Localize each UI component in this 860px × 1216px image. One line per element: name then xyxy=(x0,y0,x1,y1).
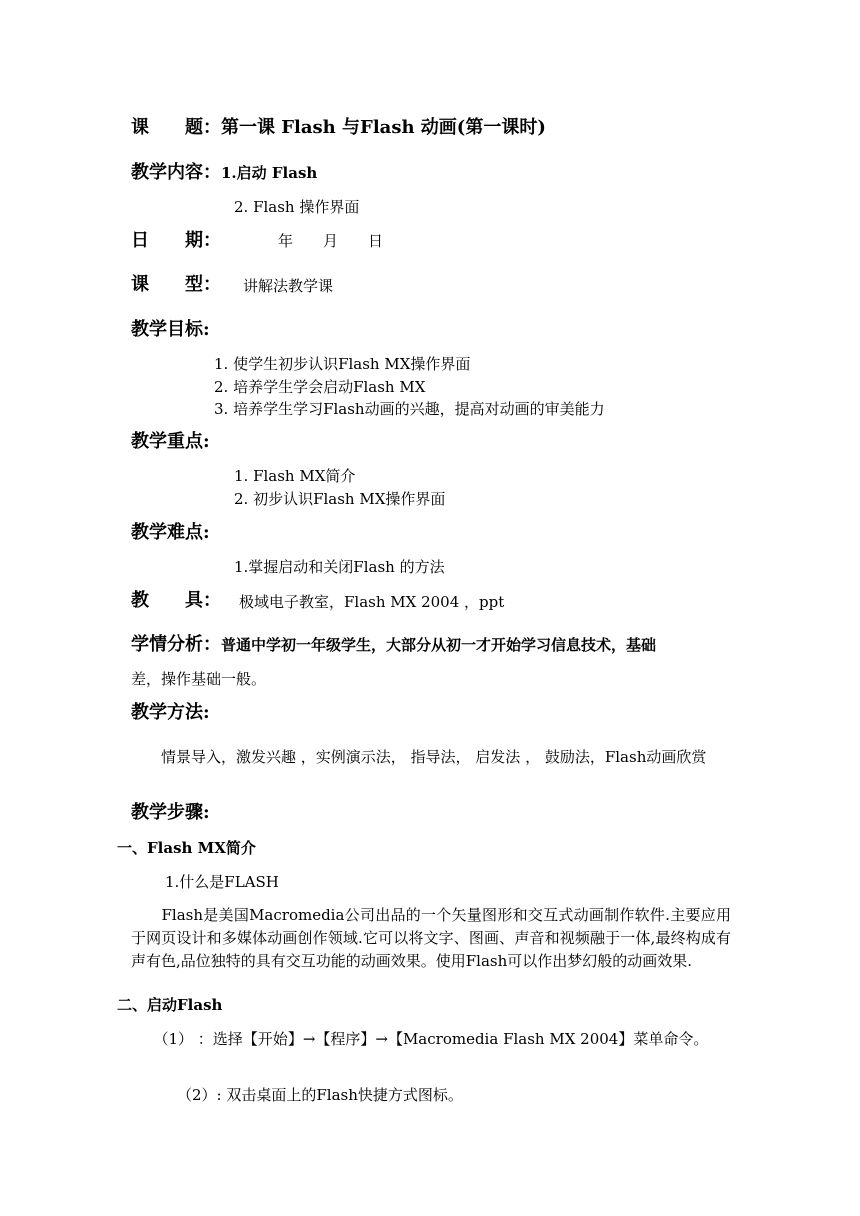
tools-row xyxy=(131,589,221,613)
content-label: 教学内容： xyxy=(131,162,221,183)
goals-label: 教学目标: xyxy=(131,319,210,340)
steps-label: 教学步骤: xyxy=(131,802,210,823)
analysis-text-1: 普通中学初一年级学生，大部分从初一才开始学习信息技术，基础 xyxy=(221,636,657,654)
analysis-text-2: 差，操作基础一般。 xyxy=(131,670,267,688)
title-row xyxy=(131,116,546,140)
date-label: 日 期： xyxy=(131,230,221,251)
tools-value: 极域电子教室，Flash MX 2004 ，ppt xyxy=(239,593,505,611)
methods-text: 情景导入，激发兴趣 ，实例演示法， 指导法， 启发法 ， 鼓励法，Flash动画欣赏 xyxy=(131,748,707,766)
section2-step1: （1） ：选择【开始】→【程序】→【Macromedia Flash MX 2004】菜单命令。 xyxy=(131,1030,709,1048)
title-value: 第一课 Flash 与Flash 动画(第一课时) xyxy=(221,117,546,138)
content-row xyxy=(131,161,317,185)
content-item-2: 2. Flash 操作界面 xyxy=(234,198,360,216)
difficulties-label: 教学难点: xyxy=(131,522,210,543)
analysis-label: 学情分析： xyxy=(131,634,221,655)
section1-paragraph: Flash是美国Macromedia公司出品的一个矢量图形和交互式动画制作软件.主要应用于网页设计和多媒体动画创作领域.它可以将文字、图画、声音和视频融于一体,最终构成有声有色,品位独特的具有交互功能的动画效果。使用Flash可以作出梦幻般的动画效果. xyxy=(131,906,731,970)
content-item-1: 1.启动 Flash xyxy=(221,164,318,182)
goal-item-3: 3. 培养学生学习Flash动画的兴趣，提高对动画的审美能力 xyxy=(214,400,605,418)
analysis-row xyxy=(131,633,656,657)
lesson-type-label: 课 型： xyxy=(131,274,221,295)
key-point-1: 1. Flash MX简介 xyxy=(234,467,356,485)
title-label: 课 题： xyxy=(131,117,221,138)
tools-label: 教 具： xyxy=(131,590,221,611)
section1-heading: 一、Flash MX简介 xyxy=(117,839,256,857)
goal-item-1: 1. 使学生初步认识Flash MX操作界面 xyxy=(214,355,471,373)
methods-label: 教学方法: xyxy=(131,702,210,723)
lesson-type-value: 讲解法教学课 xyxy=(243,277,334,295)
date-value: 年 月 日 xyxy=(278,232,384,250)
section2-step2: （2）: 双击桌面上的Flash快捷方式图标。 xyxy=(177,1086,463,1104)
lesson-type-row xyxy=(131,273,221,297)
goal-item-2: 2. 培养学生学会启动Flash MX xyxy=(214,378,426,396)
section2-heading: 二、启动Flash xyxy=(117,996,223,1014)
key-point-2: 2. 初步认识Flash MX操作界面 xyxy=(234,490,446,508)
date-row xyxy=(131,229,221,253)
difficulty-item-1: 1.掌握启动和关闭Flash 的方法 xyxy=(234,558,445,576)
key-points-label: 教学重点: xyxy=(131,431,210,452)
section1-sub: 1.什么是FLASH xyxy=(165,873,279,891)
